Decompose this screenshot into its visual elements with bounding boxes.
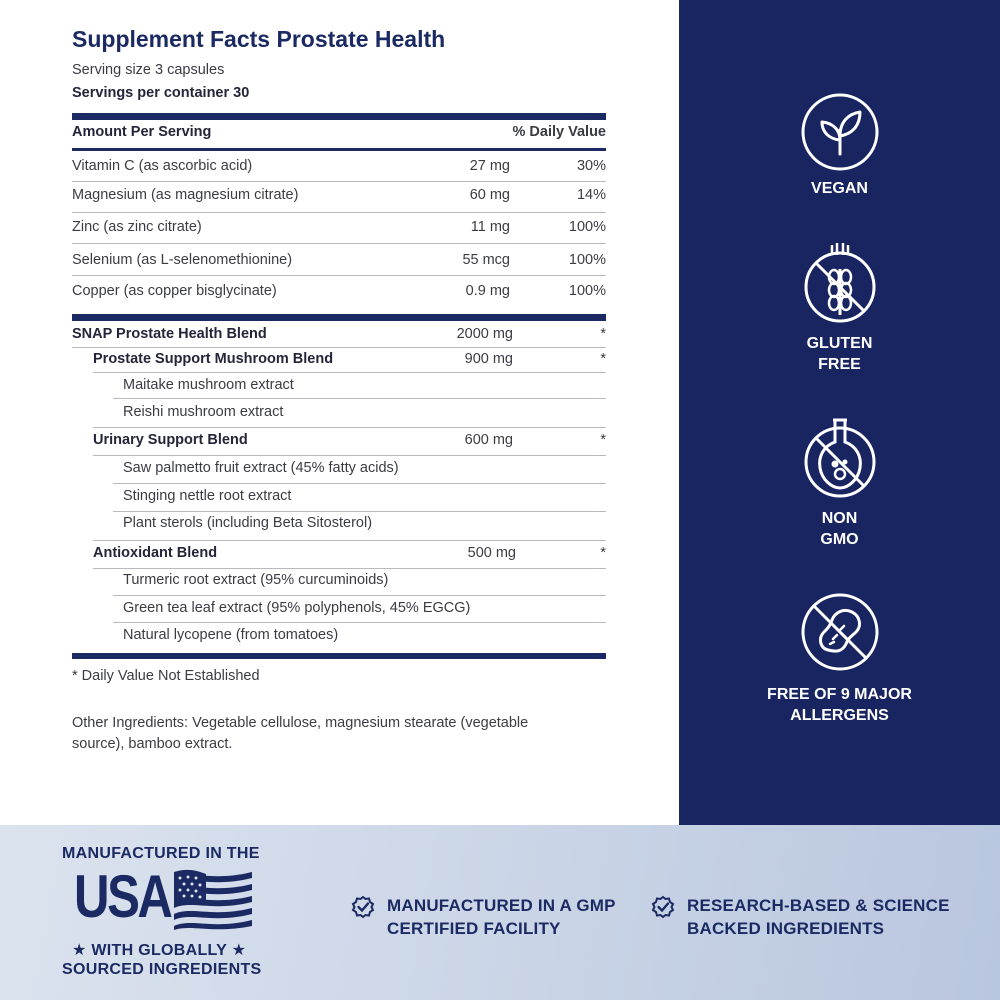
gmp-claim-text: MANUFACTURED IN A GMP CERTIFIED FACILITY — [387, 896, 616, 938]
manufactured-in-text: MANUFACTURED IN THE — [62, 845, 260, 862]
blend-dv: * — [600, 326, 606, 342]
badge-label: VEGAN — [811, 180, 868, 197]
badge-allergen-free — [679, 592, 1000, 722]
nutrient-name: Selenium (as L-selenomethionine) — [72, 252, 293, 268]
blend-name: SNAP Prostate Health Blend — [72, 326, 267, 342]
check-shield-icon — [351, 895, 375, 919]
badge-label: GLUTEN FREE — [806, 335, 873, 373]
globally-text: ★ WITH GLOBALLY ★ — [72, 942, 247, 959]
ingredient-item: Plant sterols (including Beta Sitosterol) — [123, 515, 373, 531]
usa-logo-text: USA — [74, 863, 171, 930]
ingredient-item: Green tea leaf extract (95% polyphenols, 45% EGCG) — [123, 600, 471, 616]
sub-blend-name: Urinary Support Blend — [93, 432, 248, 448]
blend-thick-rule — [72, 314, 606, 321]
sub-blend-name: Antioxidant Blend — [93, 545, 218, 561]
row-divider — [72, 212, 606, 213]
badge-label: FREE OF 9 MAJOR ALLERGENS — [767, 686, 912, 724]
row-divider — [113, 511, 606, 512]
nutrient-name: Zinc (as zinc citrate) — [72, 219, 202, 235]
nutrient-amount: 60 mg — [469, 187, 510, 203]
row-divider — [93, 568, 606, 569]
nutrient-dv: 30% — [576, 158, 606, 174]
row-divider — [113, 595, 606, 596]
nutrient-dv: 14% — [576, 187, 606, 203]
ingredient-item: Natural lycopene (from tomatoes) — [123, 627, 339, 643]
badge-non-gmo — [679, 418, 1000, 548]
sub-blend-amount: 600 mg — [464, 432, 513, 448]
leaf-icon — [800, 92, 880, 172]
serving-size: Serving size 3 capsules — [72, 62, 225, 78]
nutrient-dv: 100% — [568, 219, 606, 235]
ingredient-item: Stinging nettle root extract — [123, 488, 292, 504]
row-divider — [72, 243, 606, 244]
row-divider — [72, 181, 606, 182]
nutrient-name: Copper (as copper bisglycinate) — [72, 283, 277, 299]
sub-blend-amount: 900 mg — [464, 351, 513, 367]
nutrient-dv: 100% — [568, 283, 606, 299]
nutrient-amount: 11 mg — [470, 219, 510, 235]
sub-blend-dv: * — [600, 351, 606, 367]
row-divider — [113, 398, 606, 399]
facts-title: Supplement Facts Prostate Health — [72, 26, 446, 52]
header-rule — [72, 148, 606, 151]
sub-blend-amount: 500 mg — [467, 545, 516, 561]
badge-vegan — [679, 92, 1000, 212]
header-amount-per-serving: Amount Per Serving — [72, 124, 212, 140]
check-shield-icon — [651, 895, 675, 919]
nutrient-name: Vitamin C (as ascorbic acid) — [72, 158, 253, 174]
nutrient-amount: 27 mg — [469, 158, 510, 174]
row-divider — [72, 347, 606, 348]
ingredient-item: Turmeric root extract (95% curcuminoids) — [123, 572, 389, 588]
sub-blend-dv: * — [600, 432, 606, 448]
row-divider — [93, 455, 606, 456]
sub-blend-dv: * — [600, 545, 606, 561]
nutrient-amount: 0.9 mg — [465, 283, 510, 299]
peanut-crossed-icon — [800, 592, 880, 672]
nutrient-dv: 100% — [568, 252, 606, 268]
research-claim-text: RESEARCH-BASED & SCIENCE BACKED INGREDIENTS — [687, 896, 950, 938]
row-divider — [93, 372, 606, 373]
sub-blend-name: Prostate Support Mushroom Blend — [93, 351, 334, 367]
top-thick-rule — [72, 113, 606, 120]
ingredient-item: Maitake mushroom extract — [123, 377, 294, 393]
footnote: * Daily Value Not Established — [72, 668, 260, 684]
other-ingredients: Other Ingredients: Vegetable cellulose, magnesium stearate (vegetable source), bamboo extract. — [72, 715, 529, 752]
row-divider — [113, 622, 606, 623]
ingredient-item: Saw palmetto fruit extract (45% fatty acids) — [123, 460, 399, 476]
row-divider — [113, 483, 606, 484]
bottom-thick-rule — [72, 653, 606, 659]
badge-label: NON GMO — [820, 510, 859, 548]
row-divider — [72, 275, 606, 276]
row-divider — [93, 427, 606, 428]
header-daily-value: % Daily Value — [512, 124, 606, 140]
servings-per-container: Servings per container 30 — [72, 85, 250, 101]
flask-crossed-icon — [800, 418, 880, 498]
badge-gluten-free — [679, 243, 1000, 383]
blend-amount: 2000 mg — [456, 326, 513, 342]
nutrient-name: Magnesium (as magnesium citrate) — [72, 187, 299, 203]
nutrient-amount: 55 mcg — [462, 252, 510, 268]
ingredient-item: Reishi mushroom extract — [123, 404, 284, 420]
us-flag-icon — [172, 868, 254, 930]
sourced-ingredients-text: SOURCED INGREDIENTS — [62, 961, 262, 978]
wheat-crossed-icon — [800, 243, 880, 323]
row-divider — [93, 540, 606, 541]
